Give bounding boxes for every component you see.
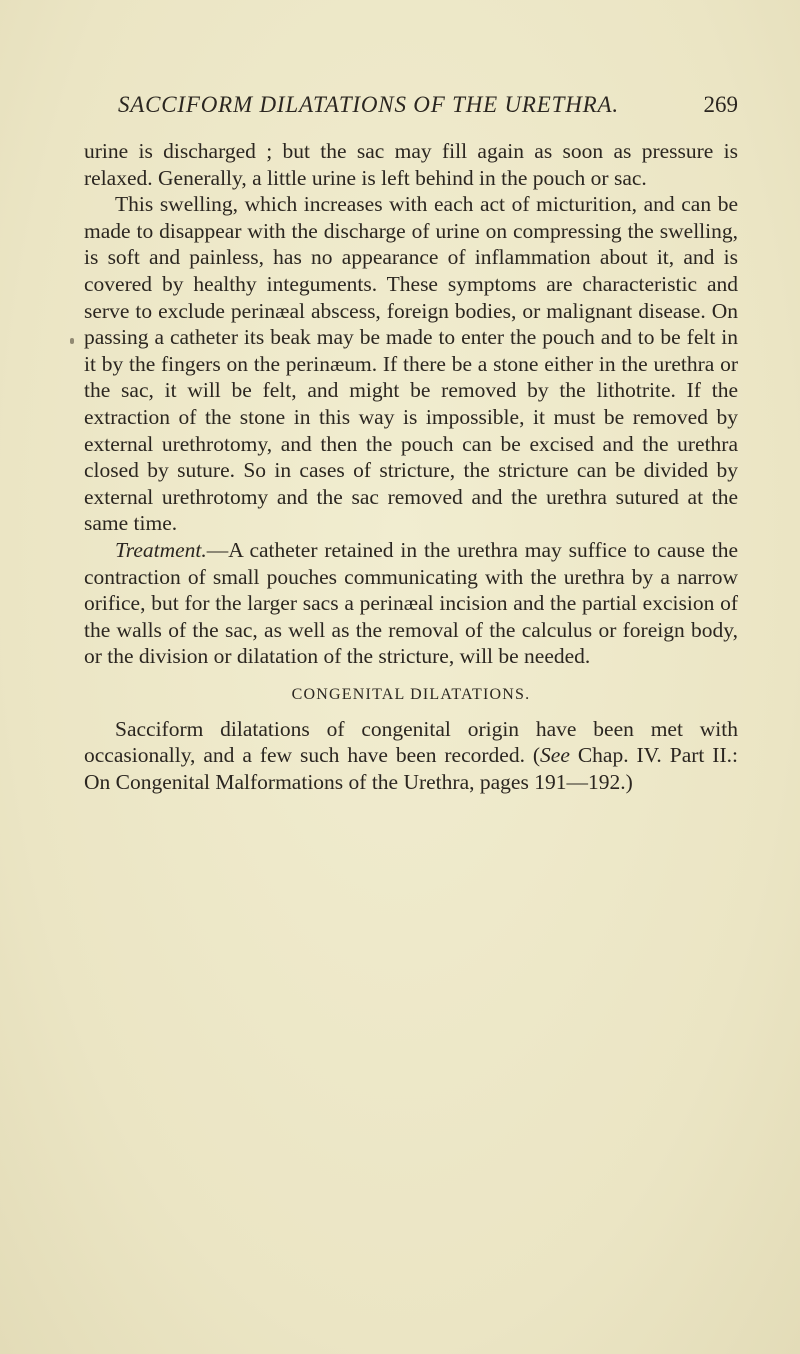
paragraph-4 bbox=[84, 716, 738, 796]
margin-mark bbox=[70, 338, 74, 344]
p4-after: Chap. IV. Part II.: On Congenital Malformations of the Urethra, pages 191—192.) bbox=[84, 743, 738, 795]
page-number: 269 bbox=[703, 92, 738, 117]
paragraph-1: urine is discharged ; but the sac may fill again as soon as pressure is relaxed. Generally, a little urine is left behind in the pouch or sac. bbox=[84, 139, 738, 190]
p4-see: See bbox=[540, 743, 570, 768]
running-head: SACCIFORM DILATATIONS OF THE URETHRA. bbox=[118, 92, 619, 117]
section-heading: CONGENITAL DILATATIONS. bbox=[291, 685, 531, 703]
page-body bbox=[84, 138, 738, 796]
treatment-lead: Treatment. bbox=[115, 537, 207, 562]
paragraph-3 bbox=[84, 537, 738, 670]
treatment-text: —A catheter retained in the urethra may suffice to cause the contraction of small pouches communicating with the urethra by a narrow orifice, but for the larger sacs a perinæal incision and the partial excision of the walls of the sac, as well as the removal of the calculus or foreign body, or the division or dilatation of the stricture, will be needed. bbox=[84, 537, 738, 669]
page-header bbox=[118, 92, 738, 124]
p4-before: Sacciform dilatations of congenital origin have been met with occasionally, and a few such have been recorded. ( bbox=[84, 716, 738, 768]
paragraph-2: This swelling, which increases with each act of micturition, and can be made to disappear with the discharge of urine on compressing the swelling, is soft and painless, has no appearance of inflammation about it, and is covered by healthy integuments. These symptoms are characteristic and serve to exclude perinæal abscess, foreign bodies, or malignant disease. On passing a catheter its beak may be made to enter the pouch and to be felt in it by the fingers on the perinæum. If there be a stone either in the urethra or the sac, it will be felt, and might be removed by the lithotrite. If the extraction of the stone in this way is impossible, it must be removed by external urethrotomy, and then the pouch can be excised and the urethra closed by suture. So in cases of stricture, the stricture can be divided by external urethrotomy and the sac removed and the urethra sutured at the same time. bbox=[84, 192, 738, 536]
